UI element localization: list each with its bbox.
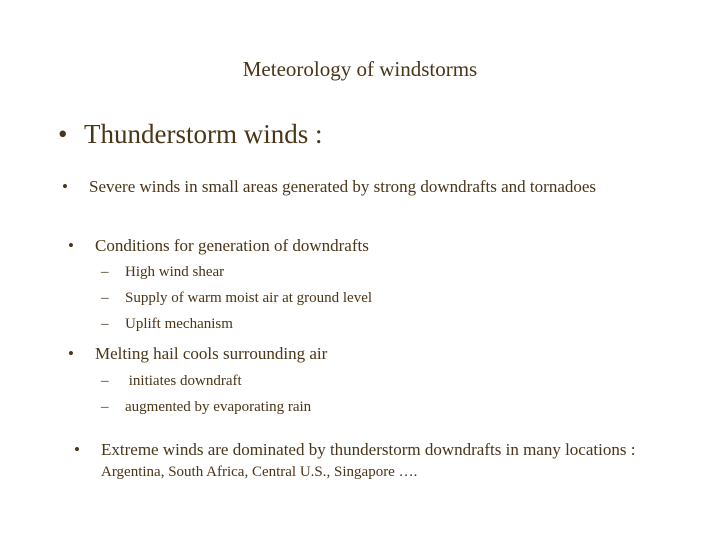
bullet-item-downdraft-conditions (68, 235, 668, 256)
sub-item-text: initiates downdraft (125, 373, 242, 389)
dash-marker: – (101, 264, 109, 280)
dash-marker: – (101, 290, 109, 306)
sub-item-uplift (101, 314, 233, 334)
heading-text: Thunderstorm winds : (84, 119, 323, 149)
bullet-text: Conditions for generation of downdrafts (95, 236, 369, 255)
bullet-marker: • (68, 344, 74, 363)
bullet-text: Melting hail cools surrounding air (95, 344, 328, 363)
bullet-text-wrapper (101, 439, 674, 483)
sub-item-text: Supply of warm moist air at ground level (125, 290, 373, 306)
slide-title: Meteorology of windstorms (242, 57, 478, 81)
sub-item-text: augmented by evaporating rain (125, 399, 312, 415)
bullet-text: Extreme winds are dominated by thunderstorm downdrafts in many locations : (101, 440, 636, 459)
dash-marker: – (101, 373, 109, 389)
bullet-marker: • (68, 236, 74, 255)
dash-marker: – (101, 399, 109, 415)
sub-item-wind-shear (101, 262, 224, 282)
bullet-marker: • (62, 177, 68, 196)
sub-item-text: Uplift mechanism (125, 316, 233, 332)
sub-item-warm-moist-air (101, 288, 372, 308)
section-heading (58, 118, 322, 150)
bullet-marker: • (74, 440, 80, 459)
heading-bullet: • (58, 119, 68, 149)
dash-marker: – (101, 316, 109, 332)
sub-item-evaporating-rain (101, 397, 311, 417)
locations-list: Argentina, South Africa, Central U.S., Singapore …. (101, 464, 418, 480)
bullet-item-extreme-winds (74, 439, 674, 483)
bullet-text: Severe winds in small areas generated by strong downdrafts and tornadoes (89, 177, 597, 196)
sub-item-text: High wind shear (125, 264, 225, 280)
bullet-item-melting-hail (68, 343, 668, 364)
bullet-item-severe-winds (62, 176, 642, 197)
sub-item-initiates-downdraft (101, 371, 242, 391)
